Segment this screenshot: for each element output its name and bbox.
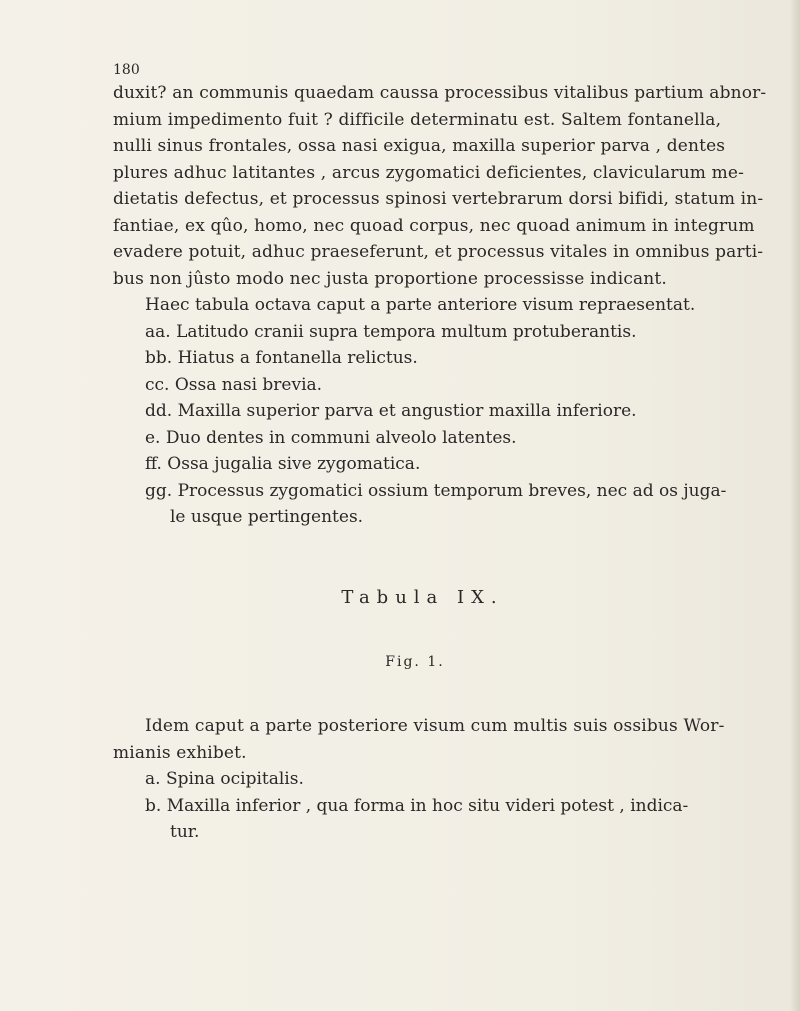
intro-line: bus non jûsto modo nec justa proportione processisse indicant. (113, 268, 667, 289)
legend-item-continuation: tur. (170, 822, 200, 842)
intro-line: mium impedimento fuit ? difficile determinatu est. Saltem fontanella, (113, 109, 722, 130)
tabula-viii-lead: Haec tabula octava caput a parte anteriore visum repraesentat. (145, 295, 696, 315)
tabula-ix-line: Idem caput a parte posteriore visum cum multis suis ossibus Wor- (145, 716, 725, 736)
intro-line: plures adhuc latitantes , arcus zygomatici deficientes, clavicularum me- (113, 162, 744, 183)
tabula-ix-legend (145, 766, 765, 846)
intro-line: dietatis defectus, et processus spinosi vertebrarum dorsi bifidi, statum in- (113, 189, 764, 209)
legend-item: aa. Latitudo cranii supra tempora multum protuberantis. (145, 321, 637, 342)
legend-item: ff. Ossa jugalia sive zygomatica. (145, 454, 421, 474)
intro-line: nulli sinus frontales, ossa nasi exigua, maxilla superior parva , dentes (113, 136, 726, 156)
legend-item: bb. Hiatus a fontanella relictus. (145, 348, 418, 368)
tabula-viii-legend (145, 292, 765, 531)
tabula-ix-heading: Tabula IX. (341, 587, 504, 608)
legend-item: b. Maxilla inferior , qua forma in hoc situ videri potest , indica- (145, 795, 689, 816)
legend-item: e. Duo dentes in communi alveolo latentes. (145, 427, 517, 448)
legend-item-continuation: le usque pertingentes. (170, 507, 364, 527)
intro-paragraph (113, 80, 767, 292)
tabula-ix-line: mianis exhibet. (113, 742, 247, 763)
page-edge-shadow (790, 0, 800, 1011)
legend-item: a. Spina ocipitalis. (145, 769, 304, 789)
tabula-ix-paragraph (113, 713, 768, 766)
legend-item: gg. Processus zygomatici ossium temporum breves, nec ad os juga- (145, 480, 727, 501)
intro-line: fantiae, ex qûo, homo, nec quoad corpus, nec quoad animum in integrum (113, 215, 755, 236)
intro-line: duxit? an communis quaedam caussa processibus vitalibus partium abnor- (113, 83, 767, 103)
legend-item: dd. Maxilla superior parva et angustior maxilla inferiore. (145, 401, 637, 421)
figure-label: Fig. 1. (385, 654, 445, 670)
legend-item: cc. Ossa nasi brevia. (145, 374, 323, 395)
page-number: 180 (113, 62, 140, 78)
intro-line: evadere potuit, adhuc praeseferunt, et processus vitales in omnibus parti- (113, 242, 764, 262)
